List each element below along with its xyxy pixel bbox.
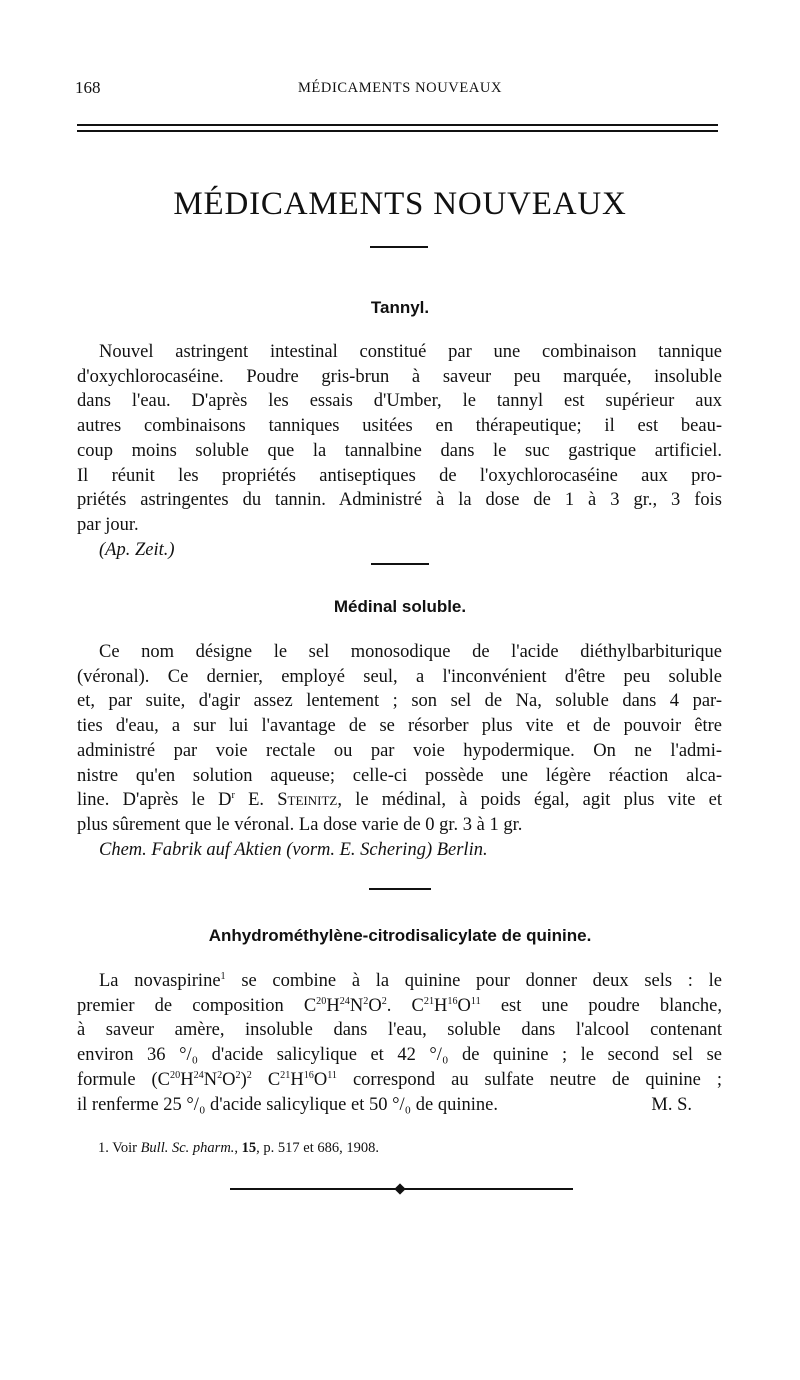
quinine-paragraph <box>77 969 722 1117</box>
text-line: premier de composition $C^{20}H^{24}N^2O^2$. $C^{21}H^{16}O^{11}$ est une poudre blanche, <box>77 995 722 1016</box>
page-number: 168 <box>75 78 101 97</box>
source-citation: (Ap. Zeit.) <box>99 539 175 560</box>
footnote-marker: 1 <box>220 970 226 982</box>
title-divider <box>370 246 428 248</box>
text-line: Il réunit les propriétés antiseptiques de l'oxychlorocaséine aux pro- <box>77 465 722 486</box>
text-line: plus sûrement que le véronal. La dose varie de 0 gr. 3 à 1 gr. <box>77 814 523 835</box>
diamond-ornament-icon <box>394 1183 405 1194</box>
page-title: MÉDICAMENTS NOUVEAUX <box>173 186 627 222</box>
section-divider <box>369 888 431 890</box>
source-citation: Chem. Fabrik auf Aktien (vorm. E. Schering) Berlin. <box>99 839 488 860</box>
text-line: ties d'eau, a sur lui l'avantage de se résorber plus vite et de pouvoir être <box>77 716 722 737</box>
text-line: administré par voie rectale ou par voie hypodermique. On ne l'admi- <box>77 740 722 761</box>
text-line: coup moins soluble que la tannalbine dans le suc gastrique artificiel. <box>77 440 722 461</box>
section-heading-quinine: Anhydrométhylène-citrodisalicylate de quinine. <box>208 926 592 945</box>
text-line: et, par suite, d'agir assez lentement ; son sel de Na, soluble dans 4 par- <box>77 691 722 712</box>
text-line: d'oxychlorocaséine. Poudre gris-brun à saveur peu marquée, insoluble <box>77 366 722 387</box>
running-title: MÉDICAMENTS NOUVEAUX <box>297 80 503 96</box>
text-line: dans l'eau. D'après les essais d'Umber, le tannyl est supérieur aux <box>77 391 722 412</box>
footnote: 1. Voir Bull. Sc. pharm., 15, p. 517 et 686, 1908. <box>98 1140 380 1156</box>
journal-title: Bull. Sc. pharm. <box>140 1140 235 1156</box>
text-line: priétés astringentes du tannin. Administré à la dose de 1 à 3 gr., 3 fois <box>77 490 722 511</box>
text-line: autres combinaisons tanniques usitées en thérapeutique; il est beau- <box>77 416 722 437</box>
text-line: Nouvel astringent intestinal constitué par une combinaison tannique <box>99 342 722 362</box>
header-rule-top <box>77 124 718 126</box>
text-line: il renferme 25 °/₀ d'acide salicylique et 50 °/₀ de quinine. M. S. <box>77 1093 722 1118</box>
text-line: nistre qu'en solution aqueuse; celle-ci possède une légère réaction alca- <box>77 765 722 786</box>
author-signature: M. S. <box>651 1094 692 1115</box>
tannyl-paragraph <box>77 340 722 562</box>
text-line: formule $(C^{20}H^{24}N^2O^2)^2$ $C^{21}H^{16}O^{11}$ correspond au sulfate neutre de quinine ; <box>77 1069 722 1090</box>
header-rule-bottom <box>77 130 718 132</box>
section-heading-tannyl: Tannyl. <box>370 298 430 317</box>
text-line: La novaspirine$^1$ se combine à la quinine pour donner deux sels : le <box>99 970 722 991</box>
section-divider <box>371 563 429 565</box>
section-heading-medinal: Médinal soluble. <box>333 597 467 616</box>
text-line: Ce nom désigne le sel monosodique de l'acide diéthylbarbiturique <box>99 642 722 662</box>
medinal-paragraph <box>77 640 722 862</box>
text-line: par jour. <box>77 514 139 535</box>
running-header <box>0 78 800 102</box>
author-name: E. Steinitz <box>248 790 338 811</box>
text-line: environ 36 °/₀ d'acide salicylique et 42 °/₀ de quinine ; le second sel se <box>77 1045 722 1066</box>
text-line: line. D'après le $D^r$ E. Steinitz, le médinal, à poids égal, agit plus vite et <box>77 790 722 811</box>
text-line: à saveur amère, insoluble dans l'eau, soluble dans l'alcool contenant <box>77 1020 722 1041</box>
text-line: (véronal). Ce dernier, employé seul, a l'inconvénient d'être peu soluble <box>77 666 722 687</box>
